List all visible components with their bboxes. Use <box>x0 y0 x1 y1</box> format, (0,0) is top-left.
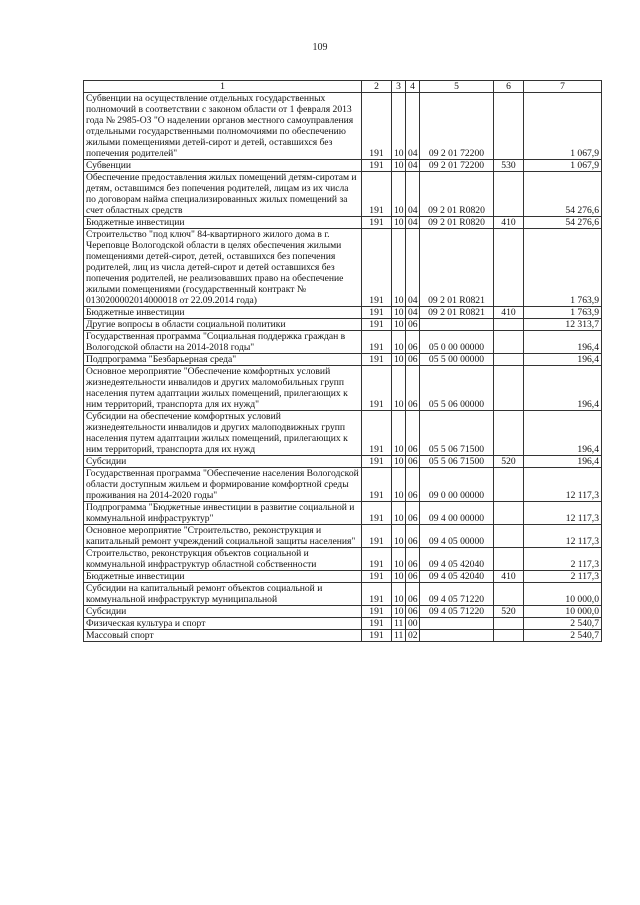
table-row <box>84 548 602 571</box>
row-ministry-code: 191 <box>362 502 392 525</box>
row-target-article <box>420 630 494 642</box>
table-row <box>84 411 602 456</box>
row-subsection-code: 04 <box>406 307 420 319</box>
row-name: Бюджетные инвестиции <box>84 571 362 583</box>
row-subsection-code: 00 <box>406 618 420 630</box>
row-amount: 12 117,3 <box>524 502 602 525</box>
row-subsection-code: 06 <box>406 456 420 468</box>
row-target-article: 09 2 01 R0820 <box>420 172 494 217</box>
table-row <box>84 468 602 502</box>
row-target-article: 05 5 06 00000 <box>420 366 494 411</box>
row-name: Основное мероприятие "Обеспечение комфортных условий жизнедеятельности инвалидов и других маломобильных групп населения путем адаптации жилых помещений, прилегающих к ним территорий, транспорта для их нужд" <box>84 366 362 411</box>
row-name: Физическая культура и спорт <box>84 618 362 630</box>
row-name: Субвенции на осуществление отдельных государственных полномочий в соответствии с законом области от 1 февраля 2013 года № 2985-ОЗ "О наделении органов местного самоуправления отдельными государственными полномочиями по обеспечению жилыми помещениями детей-сирот и детей, оставшихся без попечения родителей" <box>84 93 362 160</box>
row-ministry-code: 191 <box>362 630 392 642</box>
row-amount: 10 000,0 <box>524 606 602 618</box>
header-col-5: 5 <box>420 81 494 93</box>
row-amount: 196,4 <box>524 354 602 366</box>
row-subsection-code: 06 <box>406 571 420 583</box>
row-name: Субсидии на обеспечение комфортных условий жизнедеятельности инвалидов и других малоподвижных групп населения путем адаптации жилых помещений, прилегающих к ним территорий, транспорта для их нужд <box>84 411 362 456</box>
row-amount: 1 067,9 <box>524 160 602 172</box>
row-expense-type <box>494 354 524 366</box>
row-expense-type <box>494 618 524 630</box>
row-expense-type <box>494 93 524 160</box>
header-col-2: 2 <box>362 81 392 93</box>
row-name: Строительство, реконструкция объектов социальной и коммунальной инфраструктур областной собственности <box>84 548 362 571</box>
table-row <box>84 630 602 642</box>
row-name: Субсидии на капитальный ремонт объектов социальной и коммунальной инфраструктур муниципальной <box>84 583 362 606</box>
row-section-code: 10 <box>392 366 406 411</box>
table-row <box>84 354 602 366</box>
row-target-article: 09 4 05 42040 <box>420 571 494 583</box>
row-name: Бюджетные инвестиции <box>84 217 362 229</box>
row-expense-type: 410 <box>494 307 524 319</box>
table-row <box>84 229 602 307</box>
row-ministry-code: 191 <box>362 548 392 571</box>
row-target-article: 09 0 00 00000 <box>420 468 494 502</box>
row-expense-type <box>494 468 524 502</box>
row-expense-type <box>494 319 524 331</box>
row-target-article: 09 2 01 R0820 <box>420 217 494 229</box>
table-row <box>84 525 602 548</box>
row-ministry-code: 191 <box>362 618 392 630</box>
row-target-article: 09 4 05 42040 <box>420 548 494 571</box>
row-subsection-code: 04 <box>406 217 420 229</box>
row-ministry-code: 191 <box>362 571 392 583</box>
row-target-article: 09 4 05 00000 <box>420 525 494 548</box>
row-ministry-code: 191 <box>362 525 392 548</box>
header-row <box>84 81 602 93</box>
row-expense-type <box>494 366 524 411</box>
row-ministry-code: 191 <box>362 307 392 319</box>
row-amount: 1 763,9 <box>524 229 602 307</box>
row-subsection-code: 06 <box>406 606 420 618</box>
budget-table <box>83 80 602 642</box>
table-row <box>84 172 602 217</box>
header-col-1: 1 <box>84 81 362 93</box>
row-amount: 196,4 <box>524 411 602 456</box>
row-name: Строительство "под ключ" 84-квартирного жилого дома в г. Череповце Вологодской области в целях обеспечения жилыми помещениями детей-сирот, детей, оставшихся без попечения родителей, лиц из числа детей-сирот и детей оставшихся без попечения родителей, не реализовавших право на обеспечение жилыми помещениями (государственный контракт № 0130200002014000018 от 22.09.2014 года) <box>84 229 362 307</box>
row-section-code: 10 <box>392 319 406 331</box>
header-col-7: 7 <box>524 81 602 93</box>
row-expense-type <box>494 583 524 606</box>
row-expense-type <box>494 331 524 354</box>
row-section-code: 10 <box>392 468 406 502</box>
table-row <box>84 571 602 583</box>
row-amount: 54 276,6 <box>524 217 602 229</box>
table-row <box>84 456 602 468</box>
row-amount: 2 540,7 <box>524 618 602 630</box>
row-expense-type: 530 <box>494 160 524 172</box>
row-amount: 2 117,3 <box>524 571 602 583</box>
row-section-code: 10 <box>392 354 406 366</box>
row-name: Субвенции <box>84 160 362 172</box>
row-name: Государственная программа "Социальная поддержка граждан в Вологодской области на 2014-2018 годы" <box>84 331 362 354</box>
table-row <box>84 606 602 618</box>
page-number: 109 <box>312 42 328 53</box>
row-name: Подпрограмма "Безбарьерная среда" <box>84 354 362 366</box>
row-name: Основное мероприятие "Строительство, реконструкция и капитальный ремонт учреждений социальной защиты населения" <box>84 525 362 548</box>
row-ministry-code: 191 <box>362 331 392 354</box>
table-row <box>84 160 602 172</box>
row-amount: 12 117,3 <box>524 468 602 502</box>
header-col-6: 6 <box>494 81 524 93</box>
row-target-article: 05 5 06 71500 <box>420 411 494 456</box>
row-expense-type <box>494 525 524 548</box>
row-subsection-code: 06 <box>406 319 420 331</box>
row-ministry-code: 191 <box>362 583 392 606</box>
row-ministry-code: 191 <box>362 160 392 172</box>
row-section-code: 10 <box>392 229 406 307</box>
row-amount: 54 276,6 <box>524 172 602 217</box>
row-target-article: 09 2 01 R0821 <box>420 307 494 319</box>
row-amount: 196,4 <box>524 331 602 354</box>
row-amount: 1 763,9 <box>524 307 602 319</box>
row-section-code: 10 <box>392 548 406 571</box>
row-subsection-code: 06 <box>406 548 420 571</box>
row-name: Субсидии <box>84 456 362 468</box>
row-amount: 196,4 <box>524 456 602 468</box>
row-section-code: 10 <box>392 331 406 354</box>
row-subsection-code: 04 <box>406 172 420 217</box>
row-expense-type <box>494 630 524 642</box>
row-amount: 12 117,3 <box>524 525 602 548</box>
row-section-code: 10 <box>392 217 406 229</box>
table-row <box>84 618 602 630</box>
row-ministry-code: 191 <box>362 411 392 456</box>
row-ministry-code: 191 <box>362 606 392 618</box>
table-row <box>84 502 602 525</box>
row-expense-type: 410 <box>494 571 524 583</box>
row-target-article: 09 4 00 00000 <box>420 502 494 525</box>
row-name: Бюджетные инвестиции <box>84 307 362 319</box>
row-expense-type: 520 <box>494 606 524 618</box>
row-subsection-code: 06 <box>406 366 420 411</box>
row-ministry-code: 191 <box>362 319 392 331</box>
row-expense-type: 520 <box>494 456 524 468</box>
row-name: Другие вопросы в области социальной политики <box>84 319 362 331</box>
row-section-code: 10 <box>392 93 406 160</box>
row-ministry-code: 191 <box>362 366 392 411</box>
table-row <box>84 366 602 411</box>
header-col-4: 4 <box>406 81 420 93</box>
table-row <box>84 319 602 331</box>
row-expense-type: 410 <box>494 217 524 229</box>
row-expense-type <box>494 548 524 571</box>
row-expense-type <box>494 502 524 525</box>
table-row <box>84 583 602 606</box>
table-row <box>84 331 602 354</box>
row-section-code: 10 <box>392 456 406 468</box>
row-subsection-code: 06 <box>406 525 420 548</box>
table-row <box>84 217 602 229</box>
row-target-article: 09 2 01 72200 <box>420 160 494 172</box>
row-name: Массовый спорт <box>84 630 362 642</box>
row-expense-type <box>494 411 524 456</box>
row-amount: 10 000,0 <box>524 583 602 606</box>
row-amount: 1 067,9 <box>524 93 602 160</box>
row-subsection-code: 06 <box>406 468 420 502</box>
row-target-article: 09 4 05 71220 <box>420 606 494 618</box>
row-ministry-code: 191 <box>362 217 392 229</box>
row-section-code: 10 <box>392 411 406 456</box>
row-name: Подпрограмма "Бюджетные инвестиции в развитие социальной и коммунальной инфраструктур" <box>84 502 362 525</box>
table-body <box>84 93 602 642</box>
header-col-3: 3 <box>392 81 406 93</box>
row-ministry-code: 191 <box>362 172 392 217</box>
row-target-article: 09 2 01 72200 <box>420 93 494 160</box>
row-subsection-code: 04 <box>406 160 420 172</box>
row-ministry-code: 191 <box>362 354 392 366</box>
row-amount: 12 313,7 <box>524 319 602 331</box>
row-amount: 196,4 <box>524 366 602 411</box>
row-amount: 2 117,3 <box>524 548 602 571</box>
row-target-article: 09 2 01 R0821 <box>420 229 494 307</box>
table-row <box>84 307 602 319</box>
row-name: Обеспечение предоставления жилых помещений детям-сиротам и детям, оставшимся без попечения родителей, лицам из их числа по договорам найма специализированных жилых помещений за счет областных средств <box>84 172 362 217</box>
row-section-code: 11 <box>392 630 406 642</box>
row-expense-type <box>494 229 524 307</box>
table-row <box>84 93 602 160</box>
row-section-code: 11 <box>392 618 406 630</box>
row-section-code: 10 <box>392 606 406 618</box>
row-ministry-code: 191 <box>362 468 392 502</box>
row-section-code: 10 <box>392 502 406 525</box>
row-subsection-code: 06 <box>406 502 420 525</box>
row-subsection-code: 04 <box>406 93 420 160</box>
row-target-article <box>420 618 494 630</box>
row-target-article <box>420 319 494 331</box>
row-name: Государственная программа "Обеспечение населения Вологодской области доступным жильем и формирование комфортной среды проживания на 2014-2020 годы" <box>84 468 362 502</box>
row-target-article: 05 5 00 00000 <box>420 354 494 366</box>
row-amount: 2 540,7 <box>524 630 602 642</box>
row-target-article: 05 5 06 71500 <box>420 456 494 468</box>
row-subsection-code: 06 <box>406 331 420 354</box>
row-ministry-code: 191 <box>362 456 392 468</box>
row-ministry-code: 191 <box>362 229 392 307</box>
row-subsection-code: 06 <box>406 354 420 366</box>
row-name: Субсидии <box>84 606 362 618</box>
row-subsection-code: 06 <box>406 411 420 456</box>
row-section-code: 10 <box>392 583 406 606</box>
row-section-code: 10 <box>392 571 406 583</box>
row-ministry-code: 191 <box>362 93 392 160</box>
row-target-article: 09 4 05 71220 <box>420 583 494 606</box>
row-subsection-code: 02 <box>406 630 420 642</box>
row-subsection-code: 06 <box>406 583 420 606</box>
row-section-code: 10 <box>392 160 406 172</box>
row-section-code: 10 <box>392 525 406 548</box>
row-subsection-code: 04 <box>406 229 420 307</box>
row-expense-type <box>494 172 524 217</box>
row-section-code: 10 <box>392 172 406 217</box>
row-section-code: 10 <box>392 307 406 319</box>
row-target-article: 05 0 00 00000 <box>420 331 494 354</box>
